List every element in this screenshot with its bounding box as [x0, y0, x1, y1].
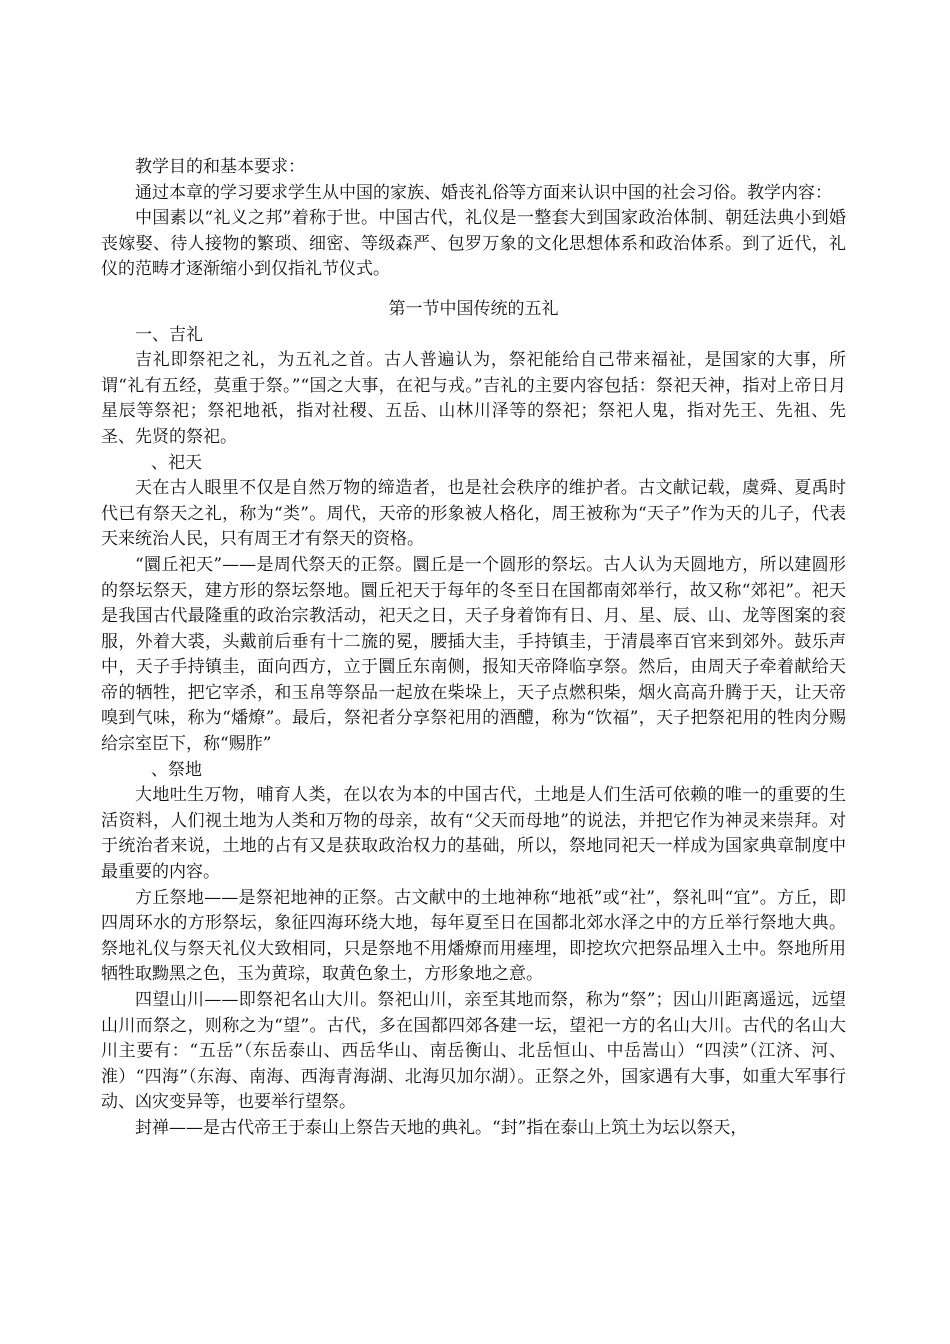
paragraph-sitian: 天在古人眼里不仅是自然万物的缔造者，也是社会秩序的维护者。古文献记载，虞舜、夏禹时代已有祭天之礼，称为“类”。周代，天帝的形象被人格化，周王被称为“天子”作为天的儿子，代表天来统治人民，只有周王才有祭天的资格。	[101, 478, 846, 550]
intro-paragraph: 中国素以“礼义之邦”着称于世。中国古代，礼仪是一整套大到国家政治体制、朝廷法典小到婚丧嫁娶、待人接物的繁琐、细密、等级森严、包罗万象的文化思想体系和政治体系。到了近代，礼仪的范畴才逐渐缩小到仅指礼节仪式。	[101, 208, 846, 280]
teaching-goals-heading: 教学目的和基本要求：	[135, 157, 305, 177]
subheading-jidi: 、祭地	[151, 759, 202, 780]
paragraph-fengshan: 封禅——是古代帝王于泰山上祭告天地的典礼。“封”指在泰山上筑土为坛以祭天，	[135, 1117, 748, 1138]
paragraph-fangqiu: 方丘祭地——是祭祀地神的正祭。古文献中的土地神称“地祇”或“社”，祭礼叫“宜”。方丘，即四周环水的方形祭坛，象征四海环绕大地，每年夏至日在国都北郊水泽之中的方丘举行祭地大典。祭地礼仪与祭天礼仪大致相同，只是祭地不用燔燎而用瘗埋，即挖坎穴把祭品埋入土中。祭地所用牺牲取黝黑之色，玉为黄琮，取黄色象土，方形象地之意。	[101, 887, 846, 985]
section-title: 第一节中国传统的五礼	[388, 298, 559, 319]
subheading-sitian: 、祀天	[151, 452, 202, 473]
paragraph-siwang: 四望山川——即祭祀名山大川。祭祀山川，亲至其地而祭，称为“祭”；因山川距离遥远，远望山川而祭之，则称之为“望”。古代，多在国都四郊各建一坛，望祀一方的名山大川。古代的名山大川主要有：“五岳”（东岳泰山、西岳华山、南岳衡山、北岳恒山、中岳嵩山）“四渎”（江济、河、淮）“四海”（东海、南海、西海青海湖、北海贝加尔湖）。正祭之外，国家遇有大事，如重大军事行动、凶灾变异等，也要举行望祭。	[101, 990, 846, 1113]
paragraph-jidi: 大地吐生万物，哺育人类，在以农为本的中国古代，土地是人们生活可依赖的唯一的重要的生活资料，人们视土地为人类和万物的母亲，故有“父天而母地”的说法，并把它作为神灵来崇拜。对于统治者来说，土地的占有又是获取政治权力的基础，所以，祭地同祀天一样成为国家典章制度中最重要的内容。	[101, 785, 846, 883]
paragraph-yuanqiu: “圜丘祀天”——是周代祭天的正祭。圜丘是一个圆形的祭坛。古人认为天圆地方，所以建圆形的祭坛祭天，建方形的祭坛祭地。圜丘祀天于每年的冬至日在国都南郊举行，故又称“郊祀”。祀天是我国古代最隆重的政治宗教活动，祀天之日，天子身着饰有日、月、星、辰、山、龙等图案的衮服，外着大裘，头戴前后垂有十二旒的冕，腰插大圭，手持镇圭，于清晨率百官来到郊外。鼓乐声中，天子手持镇圭，面向西方，立于圜丘东南侧，报知天帝降临享祭。然后，由周天子牵着献给天帝的牺牲，把它宰杀，和玉帛等祭品一起放在柴垛上，天子点燃积柴，烟火高高升腾于天，让天帝嗅到气味，称为“燔燎”。最后，祭祀者分享祭祀用的酒醴，称为“饮福”，天子把祭祀用的牲肉分赐给宗室臣下，称“赐胙”	[101, 554, 846, 755]
paragraph-jili: 吉礼即祭祀之礼，为五礼之首。古人普遍认为，祭祀能给自己带来福祉，是国家的大事，所谓“礼有五经，莫重于祭。”“国之大事，在祀与戎。”吉礼的主要内容包括：祭祀天神，指对上帝日月星辰等祭祀；祭祀地祇，指对社稷、五岳、山林川泽等的祭祀；祭祀人鬼，指对先王、先祖、先圣、先贤的祭祀。	[101, 350, 846, 447]
subheading-jili: 一、吉礼	[135, 324, 203, 345]
document-page	[101, 155, 846, 1142]
teaching-goals-text: 通过本章的学习要求学生从中国的家族、婚丧礼俗等方面来认识中国的社会习俗。教学内容：	[135, 182, 832, 203]
